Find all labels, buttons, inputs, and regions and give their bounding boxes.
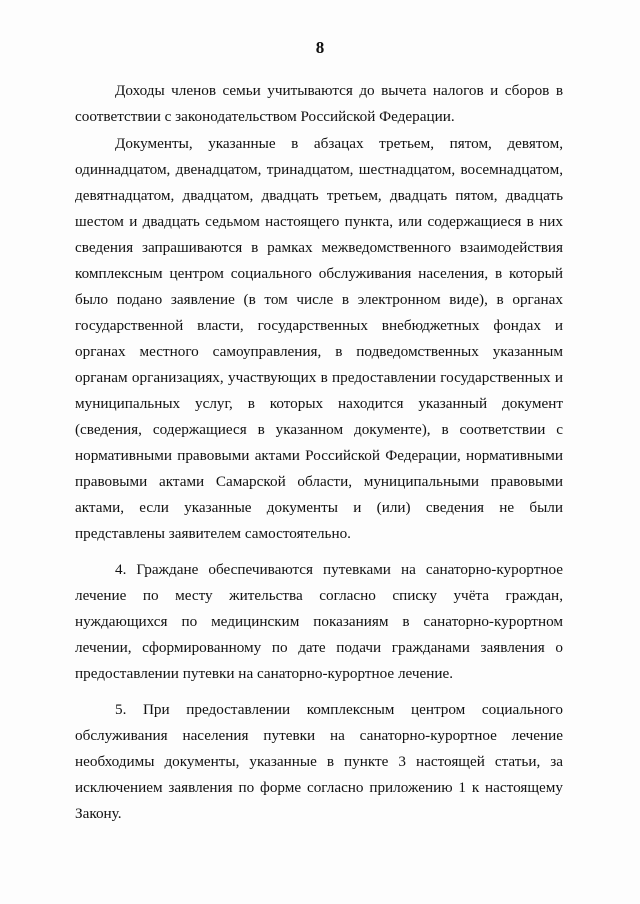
page-number: 8 [315, 38, 325, 57]
paragraph-item-4: 4. Граждане обеспечиваются путевками на санаторно-курортное лечение по месту жительства согласно списку учёта граждан, нуждающихся по медицинским показаниям в санаторно-курортном лечении, сформированному по дате подачи гражданами заявления о предоставлении путевки на санаторно-курортное лечение. [75, 561, 563, 682]
paragraph-documents-request: Документы, указанные в абзацах третьем, пятом, девятом, одиннадцатом, двенадцатом, тринадцатом, шестнадцатом, восемнадцатом, девятнадцатом, двадцатом, двадцать третьем, двадцать пятом, двадцать шестом и двадцать седьмом настоящего пункта, или содержащиеся в них сведения запрашиваются в рамках межведомственного взаимодействия комплексным центром социального обслуживания населения, в который было подано заявление (в том числе в электронном виде), в органах государственной власти, государственных внебюджетных фондах и органах местного самоуправления, в подведомственных указанным органам организациях, участвующих в предоставлении государственных и муниципальных услуг, в которых находится указанный документ (сведения, содержащиеся в указанном документе), в соответствии с нормативными правовыми актами Российской Федерации, нормативными правовыми актами Самарской области, муниципальными правовыми актами, если указанные документы и (или) сведения не были представлены заявителем самостоятельно. [75, 135, 563, 542]
paragraph-item-5: 5. При предоставлении комплексным центром социального обслуживания населения путевки на санаторно-курортное лечение необходимы документы, указанные в пункте 3 настоящей статьи, за исключением заявления по форме согласно приложению 1 к настоящему Закону. [75, 701, 563, 822]
paragraph-income-deduction: Доходы членов семьи учитываются до вычета налогов и сборов в соответствии с законодательством Российской Федерации. [75, 82, 563, 125]
document-body [75, 78, 563, 828]
